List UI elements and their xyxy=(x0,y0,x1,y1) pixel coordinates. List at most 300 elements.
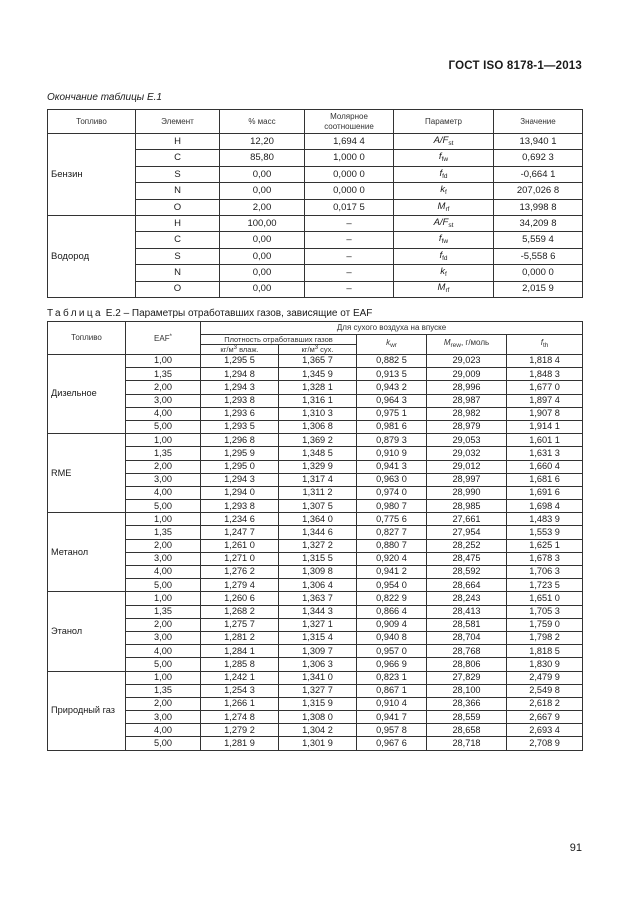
eaf-cell: 3,00 xyxy=(126,552,201,565)
param-cell xyxy=(394,199,494,215)
kwr-cell: 0,941 7 xyxy=(357,711,427,724)
eaf-cell: 2,00 xyxy=(126,460,201,473)
kwr-cell: 0,941 2 xyxy=(357,566,427,579)
col-header-density: Плотность отработавших газов xyxy=(201,335,357,345)
kwr-cell: 0,910 4 xyxy=(357,697,427,710)
document-header: ГОСТ ISO 8178-1—2013 xyxy=(448,60,582,72)
col-header-kwr xyxy=(357,335,427,355)
eaf-cell: 4,00 xyxy=(126,407,201,420)
table-row xyxy=(48,486,583,499)
fth-cell: 1,691 6 xyxy=(507,486,583,499)
param-subscript: fd xyxy=(442,254,448,262)
fth-cell: 1,818 5 xyxy=(507,645,583,658)
kwr-cell: 0,920 4 xyxy=(357,552,427,565)
param-symbol: M xyxy=(437,282,446,294)
kwr-cell: 0,941 3 xyxy=(357,460,427,473)
mrew-cell: 28,704 xyxy=(427,631,507,644)
value-cell: -0,664 1 xyxy=(494,166,583,182)
eaf-cell: 1,35 xyxy=(126,368,201,381)
mrew-cell: 29,023 xyxy=(427,355,507,368)
value-cell: 13,998 8 xyxy=(494,199,583,215)
kwr-cell: 0,957 8 xyxy=(357,724,427,737)
param-symbol: M xyxy=(437,200,446,212)
col-header-mass: % масс xyxy=(220,110,305,134)
fth-cell: 2,667 9 xyxy=(507,711,583,724)
mrew-cell: 28,664 xyxy=(427,579,507,592)
kwr-cell: 0,966 9 xyxy=(357,658,427,671)
eaf-cell: 4,00 xyxy=(126,486,201,499)
mass-cell: 0,00 xyxy=(220,281,305,297)
value-cell: 5,559 4 xyxy=(494,232,583,248)
mrew-cell: 28,806 xyxy=(427,658,507,671)
kwr-cell: 0,963 0 xyxy=(357,473,427,486)
table-row xyxy=(48,618,583,631)
param-cell xyxy=(394,166,494,182)
dry-unit-power: 3 xyxy=(314,345,319,352)
density-dry-cell: 1,327 2 xyxy=(279,539,357,552)
fuel-name-cell: Дизельное xyxy=(48,355,126,434)
table-row xyxy=(48,552,583,565)
eaf-cell: 5,00 xyxy=(126,658,201,671)
mrew-cell: 28,996 xyxy=(427,381,507,394)
kwr-cell: 0,879 3 xyxy=(357,434,427,447)
col-header-dry-air: Для сухого воздуха на впуске xyxy=(201,322,583,335)
table-row xyxy=(48,605,583,618)
fth-cell: 1,914 1 xyxy=(507,420,583,433)
element-cell: S xyxy=(136,166,220,182)
density-wet-cell: 1,293 5 xyxy=(201,420,279,433)
param-subscript: fd xyxy=(442,172,448,180)
value-cell: 207,026 8 xyxy=(494,183,583,199)
fuel-name-cell: Природный газ xyxy=(48,671,126,750)
mrew-cell: 28,718 xyxy=(427,737,507,750)
fth-cell: 1,601 1 xyxy=(507,434,583,447)
table2-caption-text: Е.2 – Параметры отработавших газов, зависящие от EAF xyxy=(103,308,373,319)
value-cell: 13,940 1 xyxy=(494,134,583,150)
col-header-density-wet xyxy=(201,345,279,355)
col-header-param: Параметр xyxy=(394,110,494,134)
density-wet-cell: 1,293 8 xyxy=(201,500,279,513)
table-e1-continuation xyxy=(47,109,583,298)
fth-cell: 1,677 0 xyxy=(507,381,583,394)
param-symbol: f xyxy=(439,249,443,261)
table-row xyxy=(48,447,583,460)
kwr-cell: 0,975 1 xyxy=(357,407,427,420)
density-wet-cell: 1,234 6 xyxy=(201,513,279,526)
param-subscript: f xyxy=(444,271,447,279)
density-wet-cell: 1,247 7 xyxy=(201,526,279,539)
mrew-cell: 28,979 xyxy=(427,420,507,433)
fth-symbol: f xyxy=(540,338,543,348)
kwr-cell: 0,981 6 xyxy=(357,420,427,433)
mrew-cell: 28,982 xyxy=(427,407,507,420)
eaf-cell: 2,00 xyxy=(126,539,201,552)
mrew-subscript: rew xyxy=(450,342,461,350)
fth-cell: 1,897 4 xyxy=(507,394,583,407)
density-wet-cell: 1,254 3 xyxy=(201,684,279,697)
density-wet-cell: 1,285 8 xyxy=(201,658,279,671)
table-row xyxy=(48,737,583,750)
table-row xyxy=(48,407,583,420)
element-cell: H xyxy=(136,134,220,150)
element-cell: H xyxy=(136,215,220,231)
fth-cell: 1,706 3 xyxy=(507,566,583,579)
density-dry-cell: 1,344 6 xyxy=(279,526,357,539)
density-wet-cell: 1,281 2 xyxy=(201,631,279,644)
table-row xyxy=(48,420,583,433)
mrew-cell: 27,954 xyxy=(427,526,507,539)
dry-unit-suffix: сух. xyxy=(320,345,334,355)
density-wet-cell: 1,281 9 xyxy=(201,737,279,750)
table2-caption-prefix: Таблица xyxy=(47,308,104,319)
fth-cell: 1,681 6 xyxy=(507,473,583,486)
table2-header-row-1 xyxy=(48,322,583,335)
table1-caption: Окончание таблицы Е.1 xyxy=(47,92,162,103)
col-header-fuel: Топливо xyxy=(48,110,136,134)
table-row xyxy=(48,671,583,684)
table-row xyxy=(48,368,583,381)
density-wet-cell: 1,275 7 xyxy=(201,618,279,631)
mrew-cell: 29,012 xyxy=(427,460,507,473)
molar-cell: 1,000 0 xyxy=(305,150,394,166)
kwr-cell: 0,980 7 xyxy=(357,500,427,513)
density-dry-cell: 1,315 4 xyxy=(279,631,357,644)
molar-cell: – xyxy=(305,265,394,281)
page-number: 91 xyxy=(569,842,582,854)
table-row xyxy=(48,724,583,737)
mrew-cell: 29,009 xyxy=(427,368,507,381)
mrew-cell: 28,592 xyxy=(427,566,507,579)
col-header-value: Значение xyxy=(494,110,583,134)
kwr-cell: 0,967 6 xyxy=(357,737,427,750)
density-dry-cell: 1,309 8 xyxy=(279,566,357,579)
mrew-cell: 28,475 xyxy=(427,552,507,565)
element-cell: N xyxy=(136,265,220,281)
param-subscript: fw xyxy=(441,238,449,246)
molar-cell: 0,000 0 xyxy=(305,183,394,199)
fth-cell: 2,479 9 xyxy=(507,671,583,684)
density-dry-cell: 1,310 3 xyxy=(279,407,357,420)
density-dry-cell: 1,327 1 xyxy=(279,618,357,631)
mass-cell: 0,00 xyxy=(220,232,305,248)
param-symbol: A/F xyxy=(433,216,449,228)
eaf-cell: 2,00 xyxy=(126,381,201,394)
table-row xyxy=(48,697,583,710)
eaf-cell: 3,00 xyxy=(126,473,201,486)
fuel-name-cell: Водород xyxy=(48,215,136,297)
fth-cell: 1,830 9 xyxy=(507,658,583,671)
fth-cell: 1,698 4 xyxy=(507,500,583,513)
kwr-cell: 0,882 5 xyxy=(357,355,427,368)
fth-cell: 1,553 9 xyxy=(507,526,583,539)
eaf-cell: 1,00 xyxy=(126,355,201,368)
molar-cell: – xyxy=(305,281,394,297)
mrew-cell: 28,366 xyxy=(427,697,507,710)
eaf-cell: 3,00 xyxy=(126,711,201,724)
table2-caption xyxy=(47,308,372,319)
mrew-cell: 28,658 xyxy=(427,724,507,737)
molar-cell: 0,017 5 xyxy=(305,199,394,215)
kwr-cell: 0,913 5 xyxy=(357,368,427,381)
density-wet-cell: 1,276 2 xyxy=(201,566,279,579)
density-wet-cell: 1,271 0 xyxy=(201,552,279,565)
eaf-cell: 4,00 xyxy=(126,566,201,579)
table-row xyxy=(48,684,583,697)
eaf-cell: 1,00 xyxy=(126,671,201,684)
eaf-footnote-mark: * xyxy=(169,333,172,340)
table-row xyxy=(48,500,583,513)
density-dry-cell: 1,316 1 xyxy=(279,394,357,407)
mass-cell: 0,00 xyxy=(220,183,305,199)
density-dry-cell: 1,327 7 xyxy=(279,684,357,697)
density-wet-cell: 1,293 6 xyxy=(201,407,279,420)
table-row xyxy=(48,513,583,526)
molar-cell: 1,694 4 xyxy=(305,134,394,150)
table-row xyxy=(48,631,583,644)
density-dry-cell: 1,311 2 xyxy=(279,486,357,499)
table-row xyxy=(48,381,583,394)
fth-cell: 1,678 3 xyxy=(507,552,583,565)
density-wet-cell: 1,294 3 xyxy=(201,473,279,486)
density-dry-cell: 1,341 0 xyxy=(279,671,357,684)
density-wet-cell: 1,279 4 xyxy=(201,579,279,592)
density-dry-cell: 1,309 7 xyxy=(279,645,357,658)
mrew-cell: 28,100 xyxy=(427,684,507,697)
col-header-fth xyxy=(507,335,583,355)
kwr-cell: 0,866 4 xyxy=(357,605,427,618)
mass-cell: 0,00 xyxy=(220,166,305,182)
table-row xyxy=(48,134,583,150)
fth-subscript: th xyxy=(542,342,549,350)
density-wet-cell: 1,260 6 xyxy=(201,592,279,605)
param-cell xyxy=(394,265,494,281)
mrew-cell: 27,661 xyxy=(427,513,507,526)
fuel-name-cell: Бензин xyxy=(48,134,136,216)
wet-unit-power: 3 xyxy=(233,345,238,352)
element-cell: O xyxy=(136,281,220,297)
kwr-cell: 0,940 8 xyxy=(357,631,427,644)
param-subscript: rf xyxy=(445,287,450,295)
dry-unit: кг/м xyxy=(301,345,315,355)
eaf-cell: 1,00 xyxy=(126,434,201,447)
param-subscript: rf xyxy=(445,205,450,213)
eaf-cell: 1,35 xyxy=(126,447,201,460)
eaf-cell: 5,00 xyxy=(126,737,201,750)
density-wet-cell: 1,294 3 xyxy=(201,381,279,394)
table-row xyxy=(48,592,583,605)
kwr-cell: 0,943 2 xyxy=(357,381,427,394)
density-dry-cell: 1,364 0 xyxy=(279,513,357,526)
fth-cell: 1,848 3 xyxy=(507,368,583,381)
table-row xyxy=(48,566,583,579)
mass-cell: 85,80 xyxy=(220,150,305,166)
value-cell: 2,015 9 xyxy=(494,281,583,297)
fth-cell: 1,625 1 xyxy=(507,539,583,552)
eaf-cell: 5,00 xyxy=(126,420,201,433)
eaf-cell: 3,00 xyxy=(126,631,201,644)
kwr-cell: 0,964 3 xyxy=(357,394,427,407)
mass-cell: 0,00 xyxy=(220,248,305,264)
density-wet-cell: 1,296 8 xyxy=(201,434,279,447)
param-cell xyxy=(394,183,494,199)
eaf-label: EAF xyxy=(154,333,170,343)
fuel-name-cell: Этанол xyxy=(48,592,126,671)
kwr-cell: 0,910 9 xyxy=(357,447,427,460)
density-wet-cell: 1,295 0 xyxy=(201,460,279,473)
param-cell xyxy=(394,281,494,297)
density-dry-cell: 1,365 7 xyxy=(279,355,357,368)
eaf-cell: 4,00 xyxy=(126,645,201,658)
element-cell: N xyxy=(136,183,220,199)
param-symbol: f xyxy=(438,233,442,245)
kwr-cell: 0,974 0 xyxy=(357,486,427,499)
kwr-subscript: wr xyxy=(390,342,397,350)
kwr-cell: 0,880 7 xyxy=(357,539,427,552)
mrew-cell: 28,559 xyxy=(427,711,507,724)
value-cell: -5,558 6 xyxy=(494,248,583,264)
value-cell: 0,000 0 xyxy=(494,265,583,281)
fth-cell: 2,618 2 xyxy=(507,697,583,710)
mrew-cell: 29,032 xyxy=(427,447,507,460)
table-row xyxy=(48,579,583,592)
table-row xyxy=(48,658,583,671)
mass-cell: 100,00 xyxy=(220,215,305,231)
element-cell: O xyxy=(136,199,220,215)
density-wet-cell: 1,279 2 xyxy=(201,724,279,737)
param-subscript: fw xyxy=(441,156,449,164)
molar-cell: – xyxy=(305,215,394,231)
density-wet-cell: 1,242 1 xyxy=(201,671,279,684)
table-row xyxy=(48,473,583,486)
mrew-cell: 28,987 xyxy=(427,394,507,407)
mass-cell: 2,00 xyxy=(220,199,305,215)
mrew-cell: 28,252 xyxy=(427,539,507,552)
fth-cell: 1,631 3 xyxy=(507,447,583,460)
element-cell: C xyxy=(136,232,220,248)
density-dry-cell: 1,315 5 xyxy=(279,552,357,565)
wet-unit: кг/м xyxy=(220,345,234,355)
param-symbol: A/F xyxy=(433,134,449,146)
density-wet-cell: 1,293 8 xyxy=(201,394,279,407)
fth-cell: 2,708 9 xyxy=(507,737,583,750)
param-cell xyxy=(394,150,494,166)
density-dry-cell: 1,317 4 xyxy=(279,473,357,486)
col-header-eaf xyxy=(126,322,201,355)
density-wet-cell: 1,294 0 xyxy=(201,486,279,499)
col-header-element: Элемент xyxy=(136,110,220,134)
fth-cell: 2,693 4 xyxy=(507,724,583,737)
fth-cell: 1,818 4 xyxy=(507,355,583,368)
kwr-cell: 0,867 1 xyxy=(357,684,427,697)
mrew-cell: 28,413 xyxy=(427,605,507,618)
density-dry-cell: 1,304 2 xyxy=(279,724,357,737)
col-header-fuel: Топливо xyxy=(48,322,126,355)
param-cell xyxy=(394,232,494,248)
density-dry-cell: 1,308 0 xyxy=(279,711,357,724)
col-header-mrew xyxy=(427,335,507,355)
kwr-cell: 0,822 9 xyxy=(357,592,427,605)
mass-cell: 12,20 xyxy=(220,134,305,150)
molar-cell: 0,000 0 xyxy=(305,166,394,182)
mrew-cell: 28,768 xyxy=(427,645,507,658)
density-dry-cell: 1,307 5 xyxy=(279,500,357,513)
eaf-cell: 2,00 xyxy=(126,697,201,710)
mrew-symbol: M xyxy=(443,338,451,348)
table-e2 xyxy=(47,321,583,751)
density-dry-cell: 1,306 8 xyxy=(279,420,357,433)
fth-cell: 2,549 8 xyxy=(507,684,583,697)
table-row xyxy=(48,355,583,368)
density-dry-cell: 1,328 1 xyxy=(279,381,357,394)
fuel-name-cell: RME xyxy=(48,434,126,513)
fth-cell: 1,483 9 xyxy=(507,513,583,526)
table-row xyxy=(48,539,583,552)
mrew-cell: 28,581 xyxy=(427,618,507,631)
density-dry-cell: 1,315 9 xyxy=(279,697,357,710)
param-cell xyxy=(394,215,494,231)
param-symbol: k xyxy=(440,184,445,196)
wet-unit-suffix: влаж. xyxy=(239,345,259,355)
density-dry-cell: 1,363 7 xyxy=(279,592,357,605)
param-cell xyxy=(394,134,494,150)
table-row xyxy=(48,215,583,231)
eaf-cell: 3,00 xyxy=(126,394,201,407)
fth-cell: 1,660 4 xyxy=(507,460,583,473)
table-row xyxy=(48,394,583,407)
table-row xyxy=(48,526,583,539)
density-dry-cell: 1,329 9 xyxy=(279,460,357,473)
molar-cell: – xyxy=(305,232,394,248)
eaf-cell: 5,00 xyxy=(126,500,201,513)
param-symbol: f xyxy=(439,167,443,179)
mrew-cell: 28,990 xyxy=(427,486,507,499)
kwr-cell: 0,957 0 xyxy=(357,645,427,658)
mrew-cell: 28,243 xyxy=(427,592,507,605)
density-wet-cell: 1,261 0 xyxy=(201,539,279,552)
fth-cell: 1,798 2 xyxy=(507,631,583,644)
kwr-cell: 0,909 4 xyxy=(357,618,427,631)
eaf-cell: 1,00 xyxy=(126,513,201,526)
density-dry-cell: 1,306 3 xyxy=(279,658,357,671)
fth-cell: 1,651 0 xyxy=(507,592,583,605)
density-wet-cell: 1,274 8 xyxy=(201,711,279,724)
mrew-cell: 28,997 xyxy=(427,473,507,486)
density-dry-cell: 1,345 9 xyxy=(279,368,357,381)
table1-header-row xyxy=(48,110,583,134)
col-header-density-dry xyxy=(279,345,357,355)
param-symbol: k xyxy=(440,266,445,278)
density-dry-cell: 1,348 5 xyxy=(279,447,357,460)
kwr-cell: 0,775 6 xyxy=(357,513,427,526)
param-cell xyxy=(394,248,494,264)
col-header-molar: Молярное соотношение xyxy=(305,110,394,134)
param-subscript: st xyxy=(448,221,454,229)
mrew-cell: 27,829 xyxy=(427,671,507,684)
eaf-cell: 1,00 xyxy=(126,592,201,605)
density-wet-cell: 1,294 8 xyxy=(201,368,279,381)
table-row xyxy=(48,460,583,473)
eaf-cell: 1,35 xyxy=(126,605,201,618)
value-cell: 0,692 3 xyxy=(494,150,583,166)
mass-cell: 0,00 xyxy=(220,265,305,281)
param-subscript: f xyxy=(444,189,447,197)
mrew-cell: 28,985 xyxy=(427,500,507,513)
fth-cell: 1,705 3 xyxy=(507,605,583,618)
kwr-symbol: k xyxy=(386,338,391,348)
fth-cell: 1,907 8 xyxy=(507,407,583,420)
kwr-cell: 0,823 1 xyxy=(357,671,427,684)
density-wet-cell: 1,295 5 xyxy=(201,355,279,368)
